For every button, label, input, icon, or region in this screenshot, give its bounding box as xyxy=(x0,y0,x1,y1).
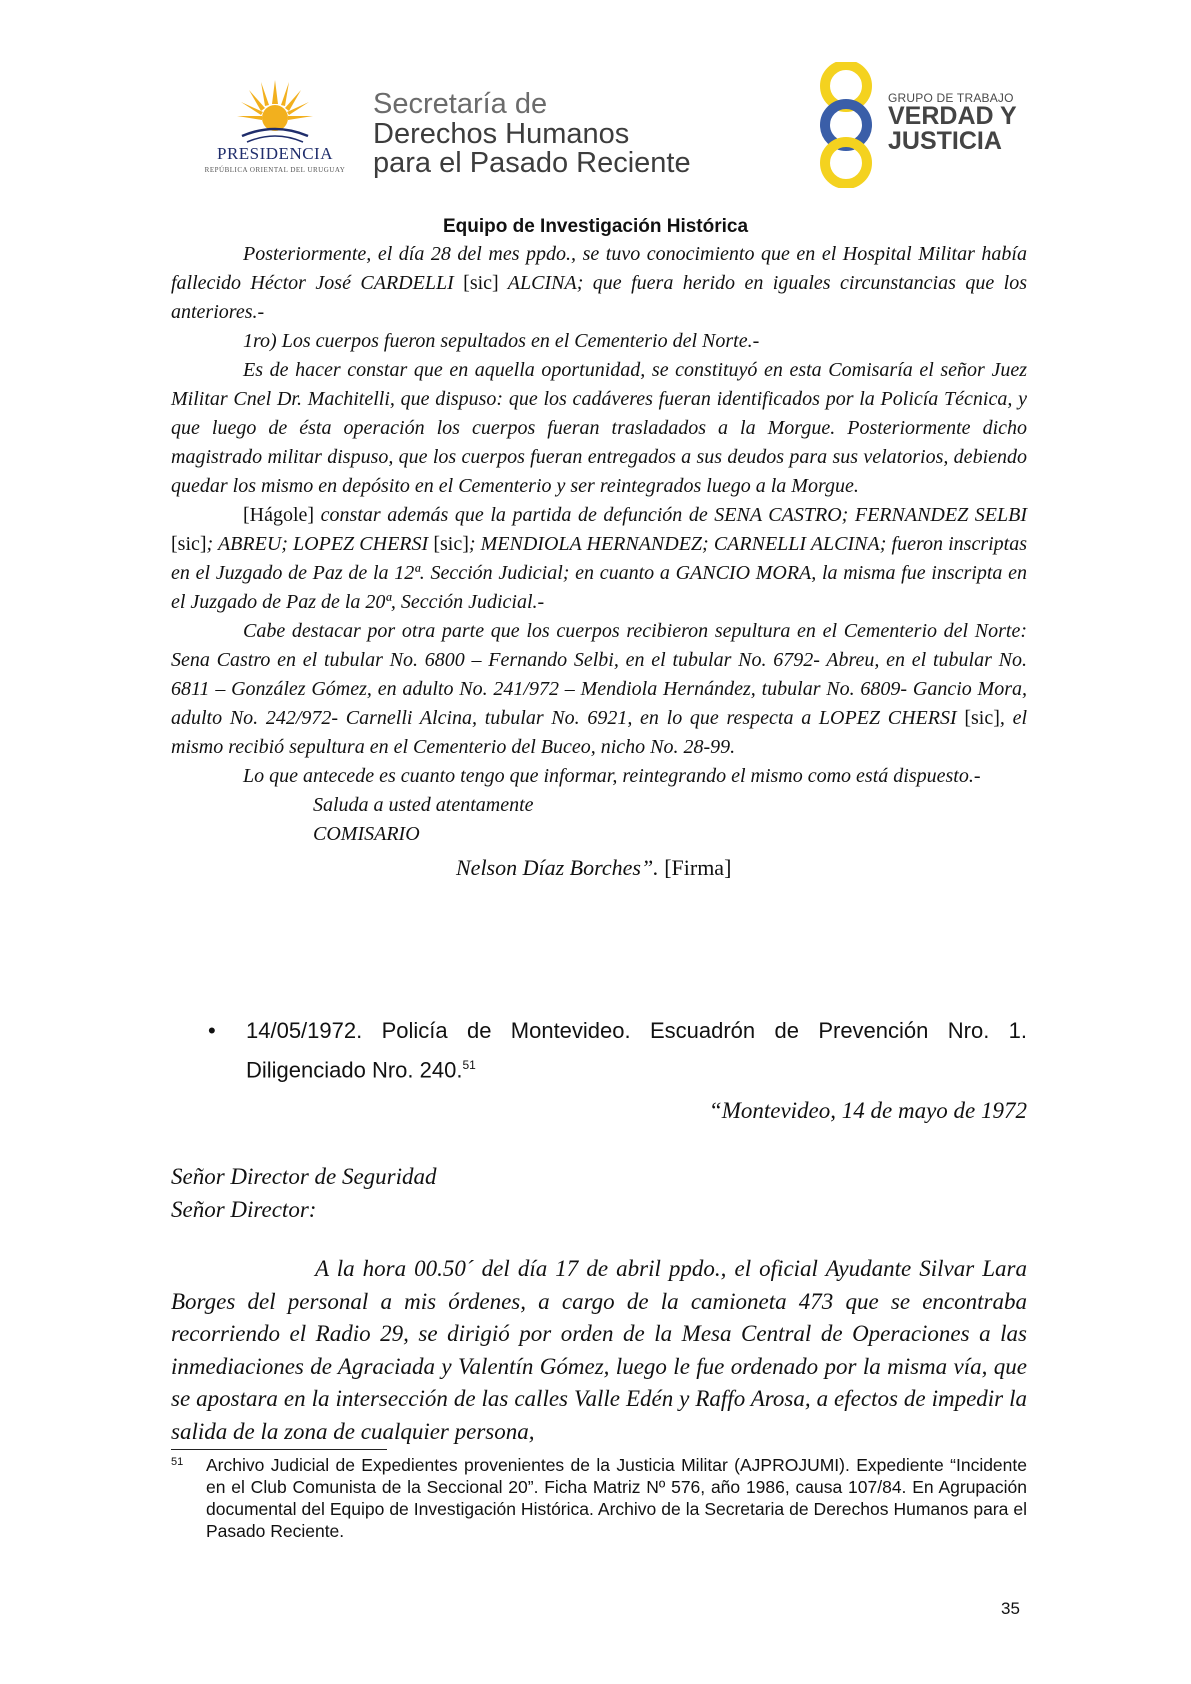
secretaria-line-3: para el Pasado Reciente xyxy=(373,147,691,180)
firma-note: [Firma] xyxy=(658,855,732,880)
footnote-number: 51 xyxy=(171,1456,184,1468)
paragraph-6: Lo que antecede es cuanto tengo que informar, reintegrando el mismo como está dispuesto.- xyxy=(243,765,981,787)
letter-date: “Montevideo, 14 de mayo de 1972 xyxy=(708,1098,1027,1123)
paragraph-1-end: ALCINA; que fuera herido en iguales circunstancias que los anteriores.- xyxy=(171,272,1027,323)
sic-note: [sic] xyxy=(964,707,1000,729)
grupo-line-2: VERDAD Y xyxy=(888,102,1017,130)
presidencia-name: PRESIDENCIA xyxy=(216,144,333,163)
paragraph-4-b: constar además que la partida de defunción de SENA CASTRO; FERNANDEZ SELBI xyxy=(314,504,1027,526)
paragraph-5-b: , el mismo recibió sepultura en el Cementerio del Buceo, nicho No. 28-99. xyxy=(171,707,1027,758)
grupo-line-1: GRUPO DE TRABAJO xyxy=(888,91,1014,105)
page-number: 35 xyxy=(1001,1599,1020,1618)
secretaria-title xyxy=(373,90,691,179)
closing-salutation: Saluda a usted atentamente xyxy=(313,794,534,816)
paragraph-1-text: Posteriormente, el día 28 del mes ppdo., se tuvo conocimiento que en el Hospital Militar había fallecido Héctor José CARDELLI xyxy=(171,243,1027,294)
sic-note: [sic] xyxy=(463,272,499,294)
document-entry-bullet xyxy=(210,1013,1027,1087)
footnote-divider xyxy=(171,1449,387,1450)
signer-name xyxy=(171,853,1027,882)
presidencia-logo xyxy=(195,78,355,188)
footnote-reference: 51 xyxy=(462,1058,476,1072)
presidencia-subtitle: REPÚBLICA ORIENTAL DEL URUGUAY xyxy=(204,166,346,174)
paragraph-1 xyxy=(171,240,1027,327)
report-body xyxy=(171,240,1027,882)
sic-note: [sic] xyxy=(171,533,207,555)
bullet-icon: • xyxy=(208,1018,216,1043)
paragraph-4-d: ; MENDIOLA HERNANDEZ; CARNELLI ALCINA; fueron inscriptas en el Juzgado de Paz de la 12ª. Sección Judicial; en cuanto a GANCIO MORA, la misma fue inscripta en el Juzgado de Paz de la 20ª, Sección Judicial.- xyxy=(171,533,1028,613)
hagole-note: [Hágole] xyxy=(243,504,315,526)
paragraph-2: 1ro) Los cuerpos fueron sepultados en el Cementerio del Norte.- xyxy=(243,330,760,352)
footnote-text: Archivo Judicial de Expedientes provenientes de la Justicia Militar (AJPROJUMI). Expediente “Incidente en el Club Comunista de la Seccional 20”. Ficha Matriz Nº 576, año 1986, causa 107/84. En Agrupación documental del Equipo de Investigación Histórica. Archivo de la Secretaria de Derechos Humanos para el Pasado Reciente. xyxy=(206,1455,1027,1541)
verdad-justicia-logo xyxy=(810,62,1070,192)
letter-salutation xyxy=(171,1160,437,1226)
verdad-justicia-text xyxy=(888,92,1017,154)
secretaria-line-1: Secretaría de xyxy=(373,88,548,120)
secretaria-line-2: Derechos Humanos xyxy=(373,117,630,150)
document-header xyxy=(0,0,1191,210)
paragraph-5 xyxy=(171,617,1027,762)
paragraph-4 xyxy=(171,501,1027,617)
salutation-line-2: Señor Director: xyxy=(171,1197,317,1222)
footnote xyxy=(171,1454,1027,1542)
salutation-line-1: Señor Director de Seguridad xyxy=(171,1164,437,1189)
letter-body: A la hora 00.50´ del día 17 de abril ppdo., el oficial Ayudante Silvar Lara Borges del personal a mis órdenes, a cargo de la camioneta 473 que se encontraba recorriendo el Radio 29, se dirigió por orden de la Mesa Central de Operaciones a las inmediaciones de Agraciada y Valentín Gómez, luego le fue ordenado por la misma vía, que se apostara en la intersección de las calles Valle Edén y Raffo Arosa, a efectos de impedir la salida de la zona de cualquier persona, xyxy=(171,1256,1027,1444)
paragraph-5-a: Cabe destacar por otra parte que los cuerpos recibieron sepultura en el Cementerio del Norte: Sena Castro en el tubular No. 6800 – Fernando Selbi, en el tubular No. 6792- Abreu, en el tubular No. 6811 – González Gómez, en adulto No. 241/972 – Mendiola Hernández, tubular No. 6809- Gancio Mora, adulto No. 242/972- Carnelli Alcina, tubular No. 6921, en lo que respecta a LOPEZ CHERSI xyxy=(171,620,1027,729)
sun-emblem-icon xyxy=(237,78,313,144)
paragraph-4-c: ; ABREU; LOPEZ CHERSI xyxy=(206,533,434,555)
bullet-text-content: 14/05/1972. Policía de Montevideo. Escuadrón de Prevención Nro. 1. Diligenciado Nro. 240. xyxy=(246,1018,1027,1083)
sic-note: [sic] xyxy=(433,533,469,555)
bullet-text xyxy=(246,1013,1027,1087)
signer-rank: COMISARIO xyxy=(313,823,420,845)
linked-rings-icon xyxy=(810,62,882,188)
team-heading: Equipo de Investigación Histórica xyxy=(442,216,749,237)
signer-name-text: Nelson Díaz Borches”. xyxy=(456,855,659,880)
grupo-line-3: JUSTICIA xyxy=(888,127,1002,155)
paragraph-3: Es de hacer constar que en aquella oportunidad, se constituyó en esta Comisaría el señor Juez Militar Cnel Dr. Machitelli, que dispuso: que los cadáveres fueran identificados por la Policía Técnica, y que luego de ésta operación los cuerpos fueran trasladados a la Morgue. Posteriormente dicho magistrado militar dispuso, que los cuerpos fueran entregados a sus deudos para sus velatorios, debiendo quedar los mismo en depósito en el Cementerio y ser reintegrados luego a la Morgue. xyxy=(171,359,1027,497)
